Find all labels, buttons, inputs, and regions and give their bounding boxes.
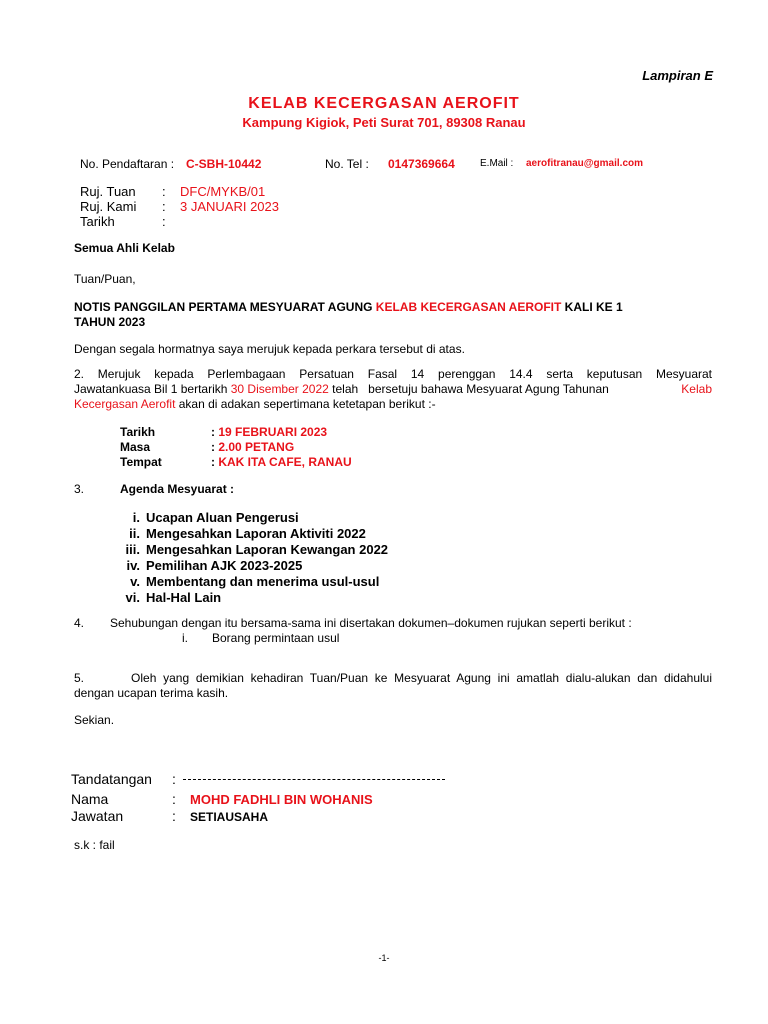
meeting-time-value: : 2.00 PETANG (211, 440, 295, 454)
agenda-list (100, 510, 388, 606)
ref-date-value: 3 JANUARI 2023 (180, 199, 279, 214)
ref-colon: : (162, 184, 166, 199)
agenda-number: 3. (74, 482, 85, 496)
para4-item-text: Borang permintaan usul (212, 631, 340, 645)
sign-label: Tandatangan (71, 771, 152, 787)
meeting-values (211, 425, 352, 470)
ref-date-label: Tarikh (80, 214, 115, 229)
meeting-place-value: : KAK ITA CAFE, RANAU (211, 455, 352, 469)
reference-labels (80, 184, 136, 229)
subject-line2: TAHUN 2023 (74, 315, 146, 329)
agenda-title: Agenda Mesyuarat : (120, 482, 235, 496)
subject-club: KELAB KECERGASAN AEROFIT (375, 300, 562, 314)
para4-text: Sehubungan dengan itu bersama-sama ini disertakan dokumen–dokumen rujukan seperti berikut : (110, 616, 632, 630)
para2-date: 30 Disember 2022 (230, 382, 329, 396)
club-address: Kampung Kigiok, Peti Surat 701, 89308 Ranau (242, 115, 526, 130)
sign-colon: : (172, 771, 176, 787)
email-value: aerofitranau@gmail.com (526, 158, 644, 169)
subject (74, 300, 623, 330)
para2-line3-rest: akan di adakan sepertimana ketetapan berikut :- (175, 397, 436, 411)
meeting-time-label: Masa (120, 440, 151, 454)
agenda-item: vi. Hal-Hal Lain (125, 590, 222, 605)
club-title: KELAB KECERGASAN AEROFIT (248, 95, 520, 112)
email-label: E.Mail : (480, 158, 514, 169)
name-colon: : (172, 791, 176, 807)
recipient: Semua Ahli Kelab (74, 241, 175, 255)
position-colon: : (172, 808, 176, 824)
name-value: MOHD FADHLI BIN WOHANIS (190, 792, 373, 807)
para2-line1: 2. Merujuk kepada Perlembagaan Persatuan Fasal 14 perenggan 14.4 serta keputusan Mesyuarat (74, 367, 712, 381)
agenda-item: iii. Mengesahkan Laporan Kewangan 2022 (125, 542, 389, 557)
salutation: Tuan/Puan, (74, 272, 136, 286)
ref-tuan-label: Ruj. Tuan (80, 184, 136, 199)
subject-part1: NOTIS PANGGILAN PERTAMA MESYUARAT AGUNG (74, 300, 376, 314)
reference-colons (162, 184, 166, 229)
ref-kami-label: Ruj. Kami (80, 199, 137, 214)
ref-colon: : (162, 214, 166, 229)
attachment-label: Lampiran E (642, 68, 713, 83)
para2-club-1: Kelab (681, 382, 712, 396)
meeting-labels (120, 425, 162, 470)
closing: Sekian. (74, 713, 115, 727)
para2-line2 (74, 382, 712, 397)
page-number: -1- (378, 953, 390, 963)
position-value: SETIAUSAHA (190, 810, 269, 824)
meeting-date-label: Tarikh (120, 425, 156, 439)
agenda-item: i. Ucapan Aluan Pengerusi (132, 510, 299, 525)
meeting-date-value: : 19 FEBRUARI 2023 (211, 425, 328, 439)
tel-label: No. Tel : (325, 157, 369, 171)
agenda-item: iv. Pemilihan AJK 2023-2025 (126, 558, 303, 573)
ref-colon: : (162, 199, 166, 214)
subject-part2: KALI KE 1 (561, 300, 623, 314)
tel-value: 0147369664 (388, 157, 455, 171)
meeting-place-label: Tempat (120, 455, 162, 469)
intro-paragraph: Dengan segala hormatnya saya merujuk kepada perkara tersebut di atas. (74, 342, 465, 356)
para2-line2-a: Jawatankuasa Bil 1 bertarikh (74, 382, 231, 396)
para2-line3 (74, 397, 436, 412)
ref-kami-value: DFC/MYKB/01 (180, 184, 266, 199)
position-label: Jawatan (71, 808, 124, 824)
para4-number: 4. (74, 616, 85, 630)
agenda-item: ii. Mengesahkan Laporan Aktiviti 2022 (129, 526, 366, 541)
reference-values (180, 184, 279, 214)
reg-value: C-SBH-10442 (186, 157, 262, 171)
para5-line1: 5. Oleh yang demikian kehadiran Tuan/Puan ke Mesyuarat Agung ini amatlah dialu-alukan dan didahului (74, 671, 712, 685)
para4-item-num: i. (182, 631, 188, 645)
reg-label: No. Pendaftaran : (80, 157, 175, 171)
name-label: Nama (71, 791, 109, 807)
signature-line (183, 779, 445, 780)
para5-line2: dengan ucapan terima kasih. (74, 686, 229, 700)
para2-club-2: Kecergasan Aerofit (74, 397, 176, 411)
cc-note: s.k : fail (74, 838, 115, 852)
para2-line2-b: telah bersetuju bahawa Mesyuarat Agung Tahunan (328, 382, 613, 396)
agenda-item: v. Membentang dan menerima usul-usul (130, 574, 380, 589)
